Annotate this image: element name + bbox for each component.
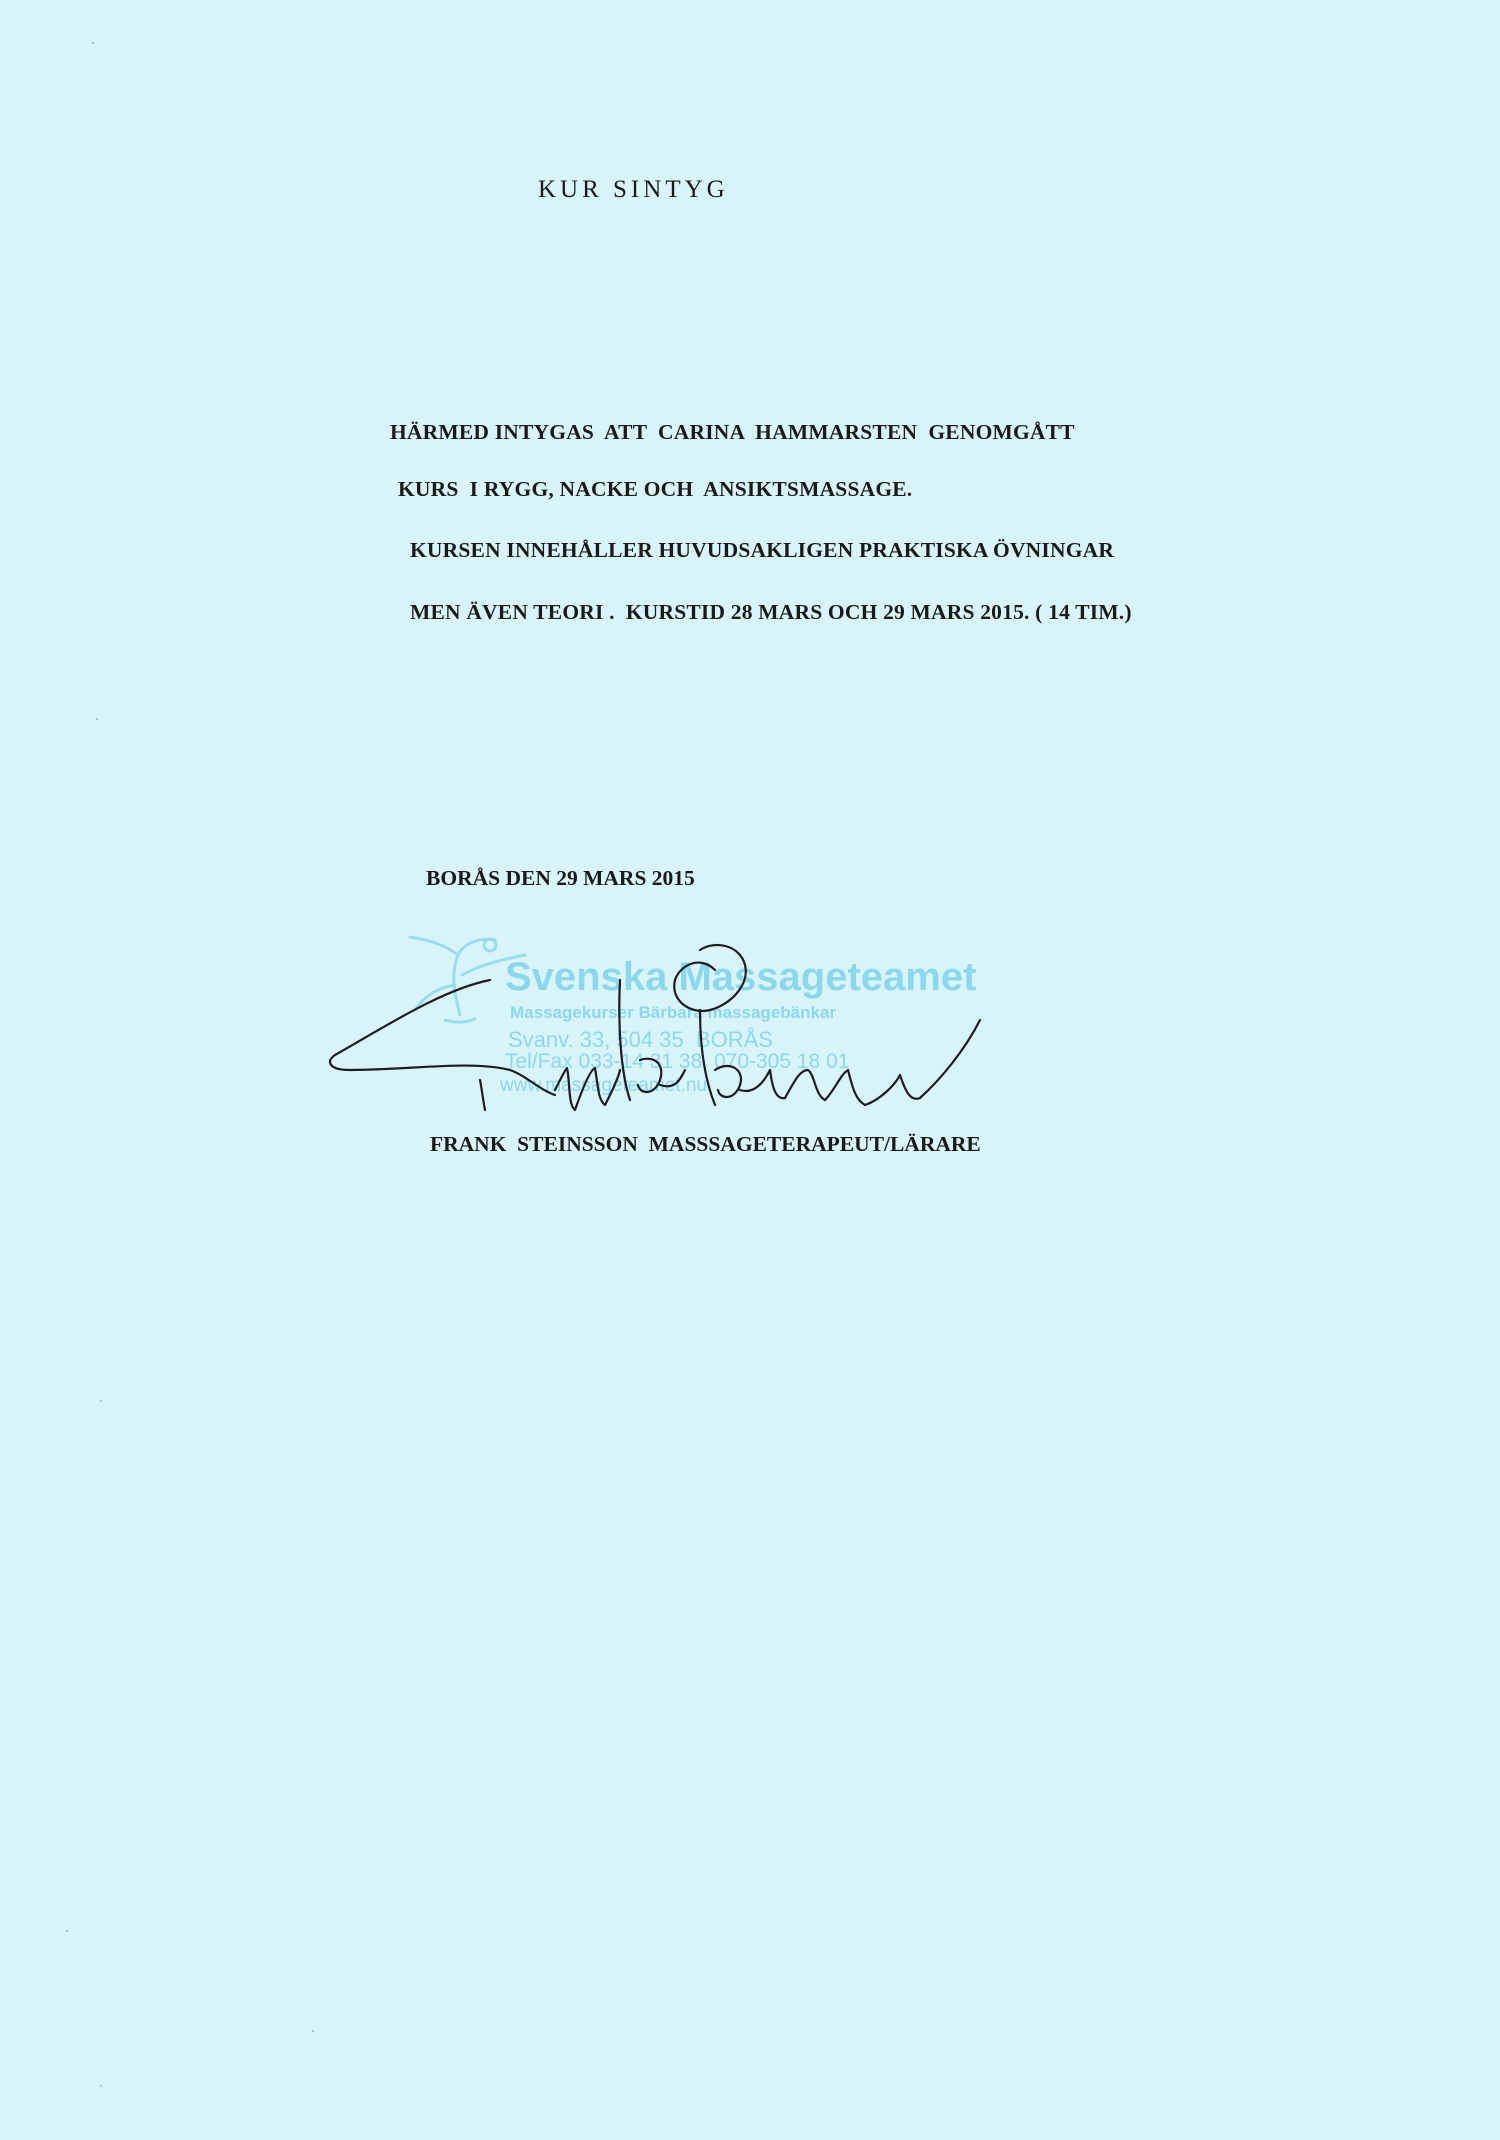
document-title: KUR SINTYG <box>538 176 729 203</box>
body-line-3: KURSEN INNEHÅLLER HUVUDSAKLIGEN PRAKTISKA ÖVNINGAR <box>410 538 1115 562</box>
signer-name: FRANK STEINSSON MASSSAGETERAPEUT/LÄRARE <box>430 1132 981 1156</box>
body-line-1: HÄRMED INTYGAS ATT CARINA HAMMARSTEN GENOMGÅTT <box>390 420 1075 444</box>
stamp-website: www.massageteamet.nu <box>500 1075 707 1096</box>
place-and-date: BORÅS DEN 29 MARS 2015 <box>426 866 695 890</box>
stamp-company-name: Svenska Massageteamet <box>505 955 977 999</box>
scan-speck <box>92 42 94 44</box>
body-line-2: KURS I RYGG, NACKE OCH ANSIKTSMASSAGE. <box>398 477 913 501</box>
scan-speck <box>312 2030 314 2032</box>
scan-speck <box>100 1400 102 1402</box>
stamp-address: Svanv. 33, 504 35 BORÅS <box>508 1027 773 1052</box>
body-line-4: MEN ÄVEN TEORI . KURSTID 28 MARS OCH 29 MARS 2015. ( 14 TIM.) <box>410 600 1132 624</box>
scan-speck <box>100 2085 102 2087</box>
stamp-services: Massagekurser Bärbara massagebänkar <box>510 1003 837 1022</box>
stamp-phone: Tel/Fax 033-14 31 38, 070-305 18 01 <box>505 1050 850 1073</box>
handwritten-signature <box>320 920 1000 1140</box>
scan-speck <box>96 718 98 720</box>
scan-speck <box>66 1930 68 1932</box>
